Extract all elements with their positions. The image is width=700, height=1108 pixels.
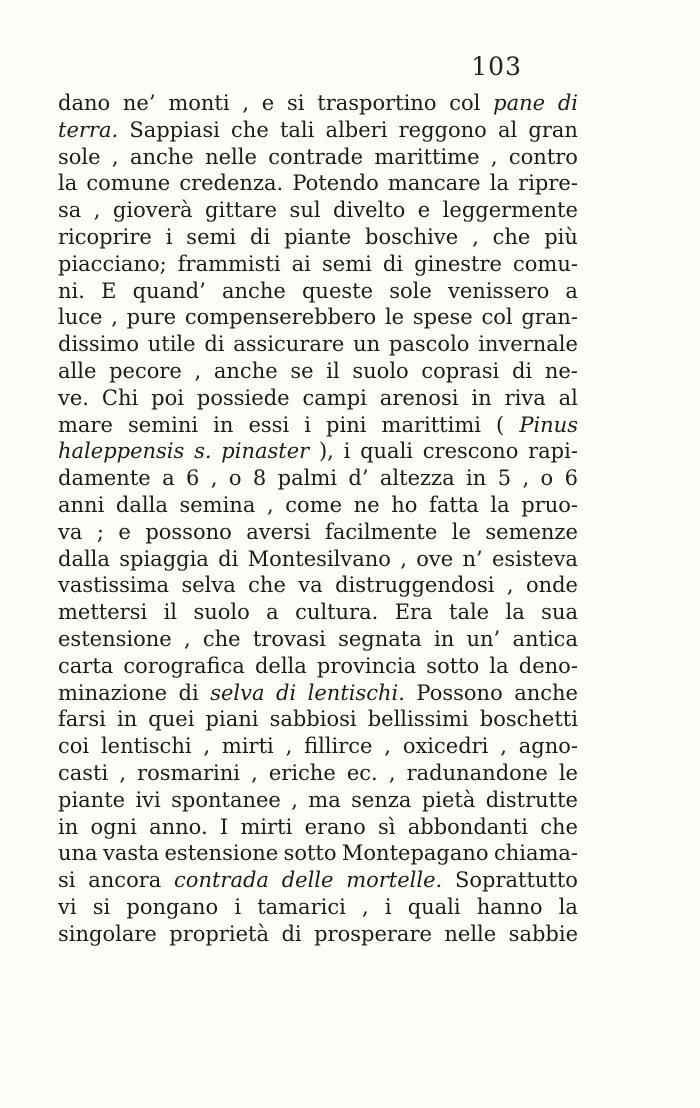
word: la (558, 894, 578, 919)
word: pongano (126, 894, 219, 919)
word: lentischi. (307, 680, 405, 705)
text-line (58, 894, 578, 921)
word: sole (389, 278, 432, 303)
word: provincia (316, 653, 417, 678)
word: di (281, 921, 302, 946)
word: alberi (325, 117, 388, 142)
word: la (505, 600, 525, 625)
word: anche (129, 144, 194, 169)
word: semina (179, 492, 256, 517)
word: si (286, 91, 305, 115)
word: ancora (88, 868, 162, 893)
word: crescono (422, 439, 519, 464)
word: ginestre (414, 251, 502, 276)
word: piani (205, 707, 259, 732)
word: pure (126, 305, 177, 330)
word: , (500, 734, 507, 759)
word: pietà (421, 787, 476, 812)
word: frammisti (177, 251, 281, 276)
word: in (213, 412, 234, 437)
word: boschive (365, 224, 459, 249)
word: monti (168, 91, 230, 115)
word: , (119, 760, 126, 785)
word: rapi- (528, 439, 578, 464)
word: utile (147, 332, 196, 357)
word: , (203, 734, 211, 759)
page-number: 103 (471, 52, 522, 81)
word: selva (210, 680, 265, 705)
text-line (58, 787, 578, 814)
word: della (254, 653, 307, 678)
word: in (58, 814, 79, 839)
word: , (384, 734, 391, 759)
word: ne (353, 492, 380, 517)
word: vasta (102, 841, 160, 866)
word: venissero (448, 278, 550, 303)
word: Sappiasi (129, 117, 220, 142)
word: che (248, 573, 286, 598)
word: gran- (521, 305, 578, 330)
word: si (92, 894, 111, 919)
word: sabbie (508, 921, 578, 946)
word: anno. (149, 814, 208, 839)
word: in (434, 626, 455, 651)
word: marittimi (381, 412, 481, 437)
word: o (540, 466, 554, 491)
word: fatta (429, 492, 479, 517)
word: assicurare (233, 332, 345, 357)
text-line (58, 117, 578, 144)
word: Potendo (292, 171, 379, 196)
word: sotto (283, 841, 337, 866)
word: a (565, 278, 578, 303)
word: boschetti (479, 707, 578, 732)
word: , (506, 573, 514, 598)
word: eriche (268, 760, 336, 785)
word: ma (308, 787, 341, 812)
word: trovasi (252, 626, 326, 651)
word: riva (504, 385, 546, 410)
word: corografica (123, 653, 245, 678)
word: i (234, 894, 242, 919)
word: contrada (174, 868, 269, 893)
word: hanno (476, 894, 543, 919)
word: e (118, 519, 131, 544)
word: palmi (277, 466, 337, 491)
word: , (361, 894, 369, 919)
word: marittime (374, 144, 480, 169)
word: un’ (466, 626, 501, 651)
word: credenza. (179, 171, 284, 196)
word: quali (407, 894, 461, 919)
word: e (261, 91, 275, 115)
word: segnata (338, 626, 422, 651)
word: , (194, 358, 202, 383)
text-line (58, 546, 578, 573)
word: invernale (478, 332, 578, 357)
word: gran (528, 117, 578, 142)
word: s. (194, 439, 212, 464)
word: pinaster (221, 439, 310, 464)
word: semi (186, 224, 237, 249)
word: pascolo (388, 332, 470, 357)
word: radunandone (406, 760, 548, 785)
word: luce (58, 305, 103, 330)
word: estensione (58, 626, 172, 651)
word: haleppensis (58, 439, 185, 464)
word: , (183, 626, 191, 651)
word: ; (96, 519, 104, 544)
word: la (490, 492, 510, 517)
word: mettersi (58, 600, 148, 625)
word: semenze (485, 519, 578, 544)
word: più (544, 224, 578, 249)
word: 8 (252, 466, 267, 491)
word: altezza (379, 466, 455, 491)
word: semini (127, 412, 199, 437)
word: cultura. (295, 600, 379, 625)
word: ne’ (122, 91, 156, 115)
text-line (58, 599, 578, 626)
word: sa (58, 198, 82, 223)
word: come (285, 492, 343, 517)
word: i (343, 439, 351, 464)
word: ne- (544, 358, 578, 383)
word: , (400, 546, 407, 571)
word: anche (222, 278, 286, 303)
word: mirti (221, 734, 274, 759)
word: abbondanti (407, 814, 528, 839)
word: ve. (58, 385, 89, 410)
word: senza (351, 787, 412, 812)
word: la (489, 171, 510, 196)
word: possiede (196, 385, 290, 410)
word: , (93, 198, 101, 223)
word: , (522, 466, 530, 491)
text-line (58, 680, 578, 707)
word: , (111, 305, 118, 330)
word: di (204, 332, 225, 357)
word: di (218, 546, 239, 571)
word: anche (514, 680, 578, 705)
text-line (58, 519, 578, 546)
word: Montepagano (341, 841, 489, 866)
word: queste (301, 278, 374, 303)
text-line (58, 438, 578, 465)
word: damente (58, 466, 151, 491)
word: in (466, 466, 487, 491)
text-line (58, 733, 578, 760)
word: ove (416, 546, 454, 571)
body-text (58, 90, 578, 948)
word: mare (58, 412, 113, 437)
word: il (326, 358, 340, 383)
word: di (178, 680, 199, 705)
word: mancare (387, 171, 481, 196)
word: piacciano; (58, 251, 167, 276)
text-line (58, 170, 578, 197)
word: onde (525, 573, 578, 598)
text-line (58, 867, 578, 894)
word: ogni (90, 814, 137, 839)
word: una (58, 841, 98, 866)
word: piante (58, 787, 126, 812)
text-line (58, 224, 578, 251)
word: ivi (135, 787, 161, 812)
word: nelle (444, 921, 497, 946)
word: , (490, 144, 498, 169)
word: n’ (462, 546, 483, 571)
word: i (384, 894, 392, 919)
text-line (58, 653, 578, 680)
word: aversi (246, 519, 311, 544)
word: , (285, 734, 293, 759)
word: distruggendosi (335, 573, 495, 598)
word: , (291, 787, 298, 812)
word: spese (412, 305, 473, 330)
word: va (298, 573, 323, 598)
word: il (163, 600, 178, 625)
word: facilmente (325, 519, 438, 544)
text-line (58, 331, 578, 358)
text-line (58, 197, 578, 224)
word: col (481, 305, 513, 330)
word: farsi (58, 707, 106, 732)
word: sotto (426, 653, 480, 678)
word: mirti (240, 814, 293, 839)
word: quali (360, 439, 413, 464)
word: reggono (398, 117, 487, 142)
word: singolare (58, 921, 157, 946)
word: Pinus (519, 412, 578, 437)
word: lentischi (100, 734, 192, 759)
word: i (165, 224, 173, 249)
word: tale (449, 600, 490, 625)
word: un (353, 332, 381, 357)
word: trasportino (317, 91, 437, 115)
word: spontanee (171, 787, 281, 812)
word: delle (281, 868, 334, 893)
word: coi (58, 734, 90, 759)
text-line (58, 412, 578, 439)
word: la (58, 171, 78, 196)
word: essi (248, 412, 290, 437)
word: , (388, 760, 396, 785)
word: tamarici (257, 894, 346, 919)
word: ni. (58, 278, 85, 303)
word: sul (289, 198, 321, 223)
word: minazione (58, 680, 168, 705)
word: campi (302, 385, 367, 410)
word: ), (318, 439, 334, 464)
word: comu- (513, 251, 578, 276)
word: fillirce (304, 734, 373, 759)
word: Possono (416, 680, 503, 705)
word: d’ (348, 466, 369, 491)
word: o (228, 466, 242, 491)
word: dano (58, 91, 111, 115)
word: se (290, 358, 314, 383)
text-line (58, 626, 578, 653)
word: contrade (268, 144, 364, 169)
word: ricoprire (58, 224, 152, 249)
word: quei (148, 707, 195, 732)
word: pecore (109, 358, 182, 383)
word: oxicedri (402, 734, 489, 759)
word: nelle (205, 144, 257, 169)
word: le (384, 305, 405, 330)
word: agno- (518, 734, 578, 759)
word: di (250, 224, 271, 249)
word: al (558, 385, 578, 410)
word: ec. (346, 760, 378, 785)
word: ripre- (518, 171, 578, 196)
word: che (231, 117, 269, 142)
word: possono (145, 519, 232, 544)
word: estensione (164, 841, 279, 866)
word: col (449, 91, 481, 115)
word: semi (321, 251, 372, 276)
word: di (276, 680, 297, 705)
word: Era (394, 600, 433, 625)
word: la (489, 653, 509, 678)
text-line (58, 760, 578, 787)
word: e (417, 198, 431, 223)
word: quand’ (132, 278, 206, 303)
word: divelto (333, 198, 406, 223)
word: distrutte (485, 787, 578, 812)
word: erano (304, 814, 366, 839)
word: anche (213, 358, 278, 383)
text-line (58, 492, 578, 519)
word: 6 (564, 466, 578, 491)
word: piante (284, 224, 352, 249)
text-line (58, 358, 578, 385)
word: suolo (193, 600, 250, 625)
word: , (242, 91, 250, 115)
word: selva (181, 573, 236, 598)
word: di (557, 91, 578, 115)
word: a (266, 600, 279, 625)
word: che (492, 224, 531, 249)
text-line (58, 385, 578, 412)
word: Soprattutto (454, 868, 578, 893)
word: , (210, 466, 218, 491)
word: carta (58, 653, 114, 678)
word: sì (377, 814, 396, 839)
word: dissimo (58, 332, 139, 357)
word: tali (279, 117, 315, 142)
word: bellissimi (367, 707, 469, 732)
word: alle (58, 358, 97, 383)
word: va (58, 519, 83, 544)
word: 5 (497, 466, 512, 491)
word: prosperare (314, 921, 432, 946)
word: ho (391, 492, 418, 517)
word: in (116, 707, 138, 732)
word: dalla (115, 492, 168, 517)
text-line (58, 304, 578, 331)
text-line (58, 814, 578, 841)
word: le (451, 519, 471, 544)
word: mortelle. (346, 868, 443, 893)
text-line (58, 90, 578, 117)
word: Montesilvano (247, 546, 391, 571)
word: al (497, 117, 518, 142)
word: terra. (58, 117, 119, 142)
word: 6 (186, 466, 200, 491)
word: a (162, 466, 175, 491)
text-line (58, 465, 578, 492)
text-line (58, 706, 578, 733)
word: , (251, 760, 258, 785)
word: sole (58, 144, 101, 169)
word: esisteva (492, 546, 578, 571)
word: E (101, 278, 117, 303)
word: vi (58, 894, 77, 919)
word: che (540, 814, 578, 839)
word: gittare (205, 198, 278, 223)
word: casti (58, 760, 109, 785)
word: , (111, 144, 119, 169)
word: , (472, 224, 479, 249)
word: poi (151, 385, 184, 410)
word: sabbiosi (269, 707, 357, 732)
text-line (58, 278, 578, 305)
word: ai (291, 251, 311, 276)
word: i (304, 412, 311, 437)
word: deno- (518, 653, 578, 678)
word: coprasi (421, 358, 500, 383)
word: le (558, 760, 578, 785)
word: si (58, 868, 76, 893)
word: vastissima (58, 573, 170, 598)
word: chiama- (493, 841, 578, 866)
word: dalla (58, 546, 110, 571)
word: gioverà (112, 198, 193, 223)
word: in (471, 385, 492, 410)
text-line (58, 840, 578, 867)
word: , (266, 492, 274, 517)
word: pane (493, 91, 546, 115)
word: leggermente (442, 198, 578, 223)
text-line (58, 572, 578, 599)
word: di (511, 358, 533, 383)
text-line (58, 921, 578, 948)
word: comune (86, 171, 171, 196)
word: contro (508, 144, 578, 169)
word: arenosi (379, 385, 459, 410)
word: ( (496, 412, 505, 437)
word: anni (58, 492, 105, 517)
text-line (58, 144, 578, 171)
word: sua (541, 600, 578, 625)
word: di (382, 251, 404, 276)
word: I (219, 814, 229, 839)
word: che (202, 626, 241, 651)
word: proprietà (169, 921, 269, 946)
word: Chi (101, 385, 139, 410)
word: antica (512, 626, 578, 651)
text-line (58, 251, 578, 278)
word: suolo (352, 358, 409, 383)
word: rosmarini (137, 760, 240, 785)
word: pruo- (521, 492, 578, 517)
word: compenserebbero (184, 305, 377, 330)
word: pini (326, 412, 367, 437)
word: spiaggia (119, 546, 209, 571)
